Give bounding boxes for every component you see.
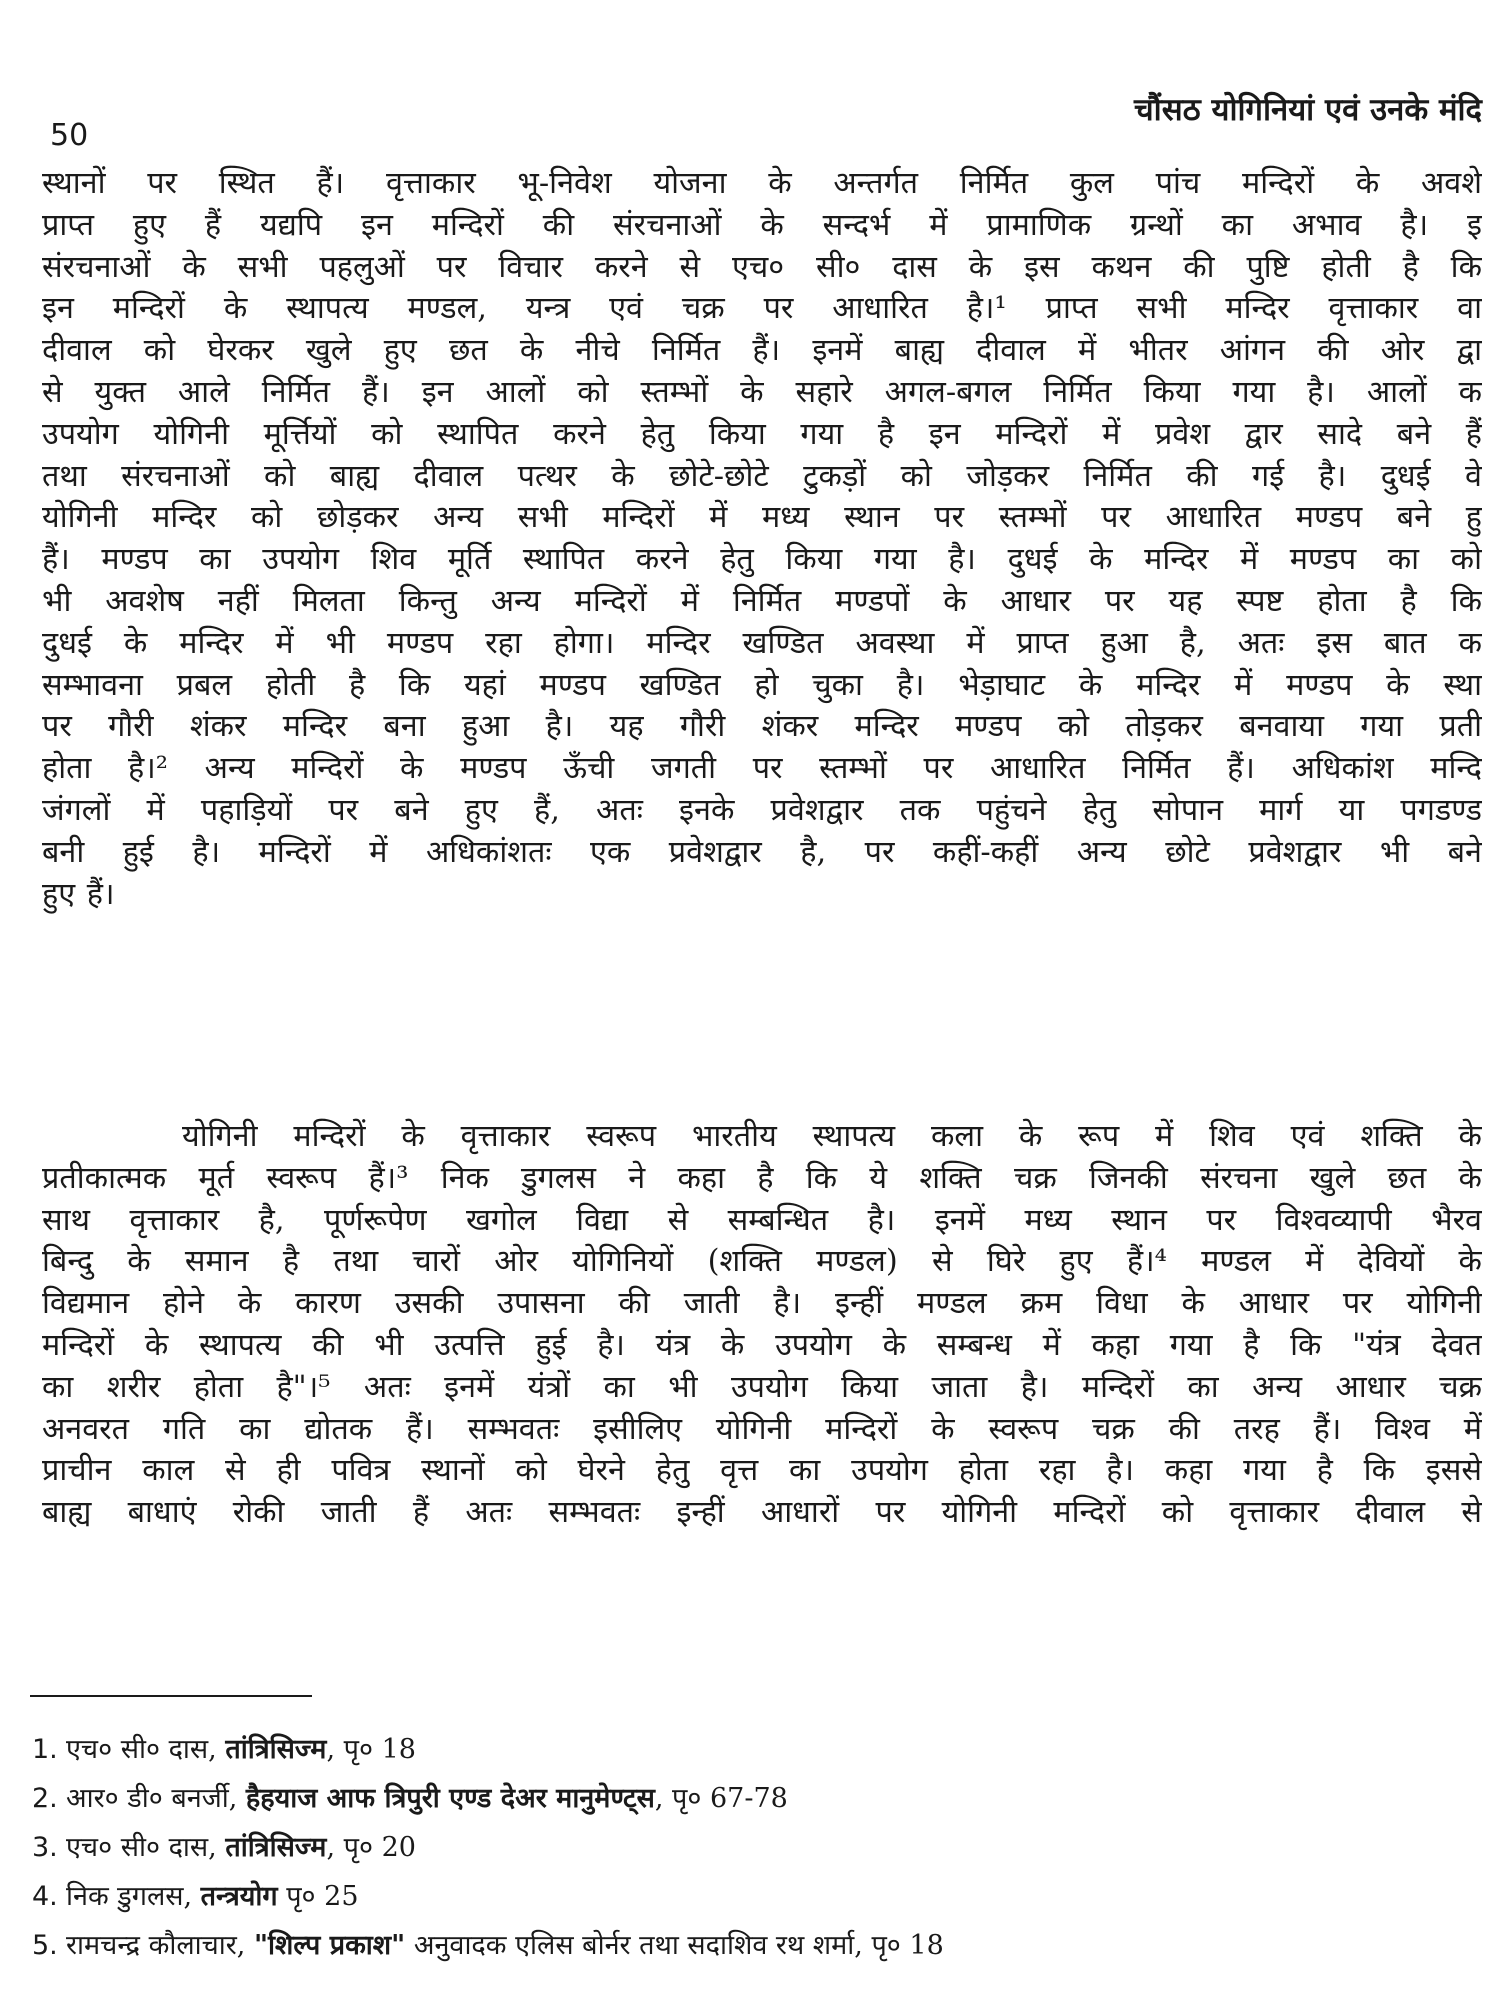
footnote [32, 1725, 1472, 1774]
footnote-author: निक डुगलस, [66, 1881, 201, 1912]
footnote [32, 1872, 1472, 1921]
text-line: उपयोग योगिनी मूर्त्तियों को स्थापित करने हेतु किया गया है इन मन्दिरों में प्रवेश द्वार सादे बने हैं [42, 416, 1482, 452]
text-line: हुए हैं। [42, 876, 115, 912]
footnote-number: 5. [32, 1930, 58, 1961]
text-line: मन्दिरों के स्थापत्य की भी उत्पत्ति हुई है। यंत्र के उपयोग के सम्बन्ध में कहा गया है कि "यंत्र देवत [42, 1327, 1482, 1363]
footnote [32, 1774, 1472, 1823]
footnote-page: अनुवादक एलिस बोर्नर तथा सदाशिव रथ शर्मा, पृ० 18 [405, 1930, 944, 1961]
text-line: प्राचीन काल से ही पवित्र स्थानों को घेरने हेतु वृत्त का उपयोग होता रहा है। कहा गया है कि इससे [42, 1453, 1482, 1489]
footnote-page: , पृ० 20 [326, 1832, 416, 1863]
text-line: दुधई के मन्दिर में भी मण्डप रहा होगा। मन्दिर खण्डित अवस्था में प्राप्त हुआ है, अतः इस बात क [42, 625, 1482, 661]
footnote-author: एच० सी० दास, [66, 1734, 226, 1765]
text-line: भी अवशेष नहीं मिलता किन्तु अन्य मन्दिरों में निर्मित मण्डपों के आधार पर यह स्पष्ट होता है कि [42, 583, 1482, 619]
footnote-author: आर० डी० बनर्जी, [66, 1783, 246, 1814]
footnote [32, 1823, 1472, 1872]
text-line: साथ वृत्ताकार है, पूर्णरूपेण खगोल विद्या से सम्बन्धित है। इनमें मध्य स्थान पर विश्वव्यापी भैरव [42, 1202, 1482, 1238]
footnote-number: 2. [32, 1783, 58, 1814]
footnote-author: एच० सी० दास, [66, 1832, 226, 1863]
footnote-title: तन्त्रयोग [200, 1881, 278, 1912]
footnote-number: 3. [32, 1832, 58, 1863]
footnote-page: पृ० 25 [277, 1881, 359, 1912]
text-line: जंगलों में पहाड़ियों पर बने हुए हैं, अतः इनके प्रवेशद्वार तक पहुंचने हेतु सोपान मार्ग या पगडण्ड [42, 792, 1482, 828]
footnote-title: हैहयाज आफ त्रिपुरी एण्ड देअर मानुमेण्ट्स [245, 1783, 655, 1814]
text-line: बाह्य बाधाएं रोकी जाती हैं अतः सम्भवतः इन्हीं आधारों पर योगिनी मन्दिरों को वृत्ताकार दीवाल से [42, 1495, 1482, 1531]
footnote-number: 1. [32, 1734, 58, 1765]
footnote-divider [30, 1695, 312, 1697]
text-line: योगिनी मन्दिरों के वृत्ताकार स्वरूप भारतीय स्थापत्य कला के रूप में शिव एवं शक्ति के [182, 1119, 1482, 1154]
text-line: योगिनी मन्दिर को छोड़कर अन्य सभी मन्दिरों में मध्य स्थान पर स्तम्भों पर आधारित मण्डप बने हु [42, 500, 1482, 536]
paragraph-1 [42, 163, 1482, 915]
text-line: प्राप्त हुए हैं यद्यपि इन मन्दिरों की संरचनाओं के सन्दर्भ में प्रामाणिक ग्रन्थों का अभाव है। इ [42, 207, 1482, 243]
text-line: विद्यमान होने के कारण उसकी उपासना की जाती है। इन्हीं मण्डल क्रम विधा के आधार पर योगिनी [42, 1286, 1482, 1322]
text-line: इन मन्दिरों के स्थापत्य मण्डल, यन्त्र एवं चक्र पर आधारित है।¹ प्राप्त सभी मन्दिर वृत्ताकार वा [42, 291, 1482, 327]
text-line: स्थानों पर स्थित हैं। वृत्ताकार भू-निवेश योजना के अन्तर्गत निर्मित कुल पांच मन्दिरों के अवशे [42, 166, 1482, 201]
footnote [32, 1921, 1472, 1970]
text-line: होता है।² अन्य मन्दिरों के मण्डप ऊँची जगती पर स्तम्भों पर आधारित निर्मित हैं। अधिकांश मन्दि [42, 751, 1482, 787]
footnote-title: "शिल्प प्रकाश" [253, 1930, 406, 1961]
text-line: बनी हुई है। मन्दिरों में अधिकांशतः एक प्रवेशद्वार है, पर कहीं-कहीं अन्य छोटे प्रवेशद्वार भी बने [42, 834, 1482, 870]
page-number: 50 [50, 118, 89, 153]
text-line: सम्भावना प्रबल होती है कि यहां मण्डप खण्डित हो चुका है। भेड़ाघाट के मन्दिर में मण्डप के स्था [42, 667, 1482, 703]
text-line: अनवरत गति का द्योतक हैं। सम्भवतः इसीलिए योगिनी मन्दिरों के स्वरूप चक्र की तरह हैं। विश्व में [42, 1411, 1482, 1447]
text-line: तथा संरचनाओं को बाह्य दीवाल पत्थर के छोटे-छोटे टुकड़ों को जोड़कर निर्मित की गई है। दुधई वे [42, 458, 1482, 494]
footnote-title: तांत्रिसिज्म [225, 1832, 327, 1863]
footnote-author: रामचन्द्र कौलाचार, [66, 1930, 254, 1961]
footnote-page: , पृ० 67-78 [654, 1783, 788, 1814]
footnote-page: , पृ० 18 [326, 1734, 416, 1765]
text-line: पर गौरी शंकर मन्दिर बना हुआ है। यह गौरी शंकर मन्दिर मण्डप को तोड़कर बनवाया गया प्रती [42, 709, 1482, 745]
footnotes [32, 1725, 1472, 1970]
text-line: हैं। मण्डप का उपयोग शिव मूर्ति स्थापित करने हेतु किया गया है। दुधई के मन्दिर में मण्डप का को [42, 542, 1482, 578]
text-line: प्रतीकात्मक मूर्त स्वरूप हैं।³ निक डुगलस ने कहा है कि ये शक्ति चक्र जिनकी संरचना खुले छत के [42, 1160, 1482, 1196]
footnote-number: 4. [32, 1881, 58, 1912]
text-line: का शरीर होता है"।⁵ अतः इनमें यंत्रों का भी उपयोग किया जाता है। मन्दिरों का अन्य आधार चक्र [42, 1369, 1482, 1405]
running-head: चौंसठ योगिनियां एवं उनके मंदि [1134, 92, 1482, 128]
footnote-title: तांत्रिसिज्म [225, 1734, 327, 1765]
paragraph-2 [42, 1116, 1482, 1534]
text-line: से युक्त आले निर्मित हैं। इन आलों को स्तम्भों के सहारे अगल-बगल निर्मित किया गया है। आलों क [42, 374, 1482, 410]
text-line: बिन्दु के समान है तथा चारों ओर योगिनियों (शक्ति मण्डल) से घिरे हुए हैं।⁴ मण्डल में देवियों के [42, 1244, 1482, 1280]
text-line: दीवाल को घेरकर खुले हुए छत के नीचे निर्मित हैं। इनमें बाह्य दीवाल में भीतर आंगन की ओर द्वा [42, 333, 1482, 369]
text-line: संरचनाओं के सभी पहलुओं पर विचार करने से एच० सी० दास के इस कथन की पुष्टि होती है कि [42, 249, 1482, 285]
